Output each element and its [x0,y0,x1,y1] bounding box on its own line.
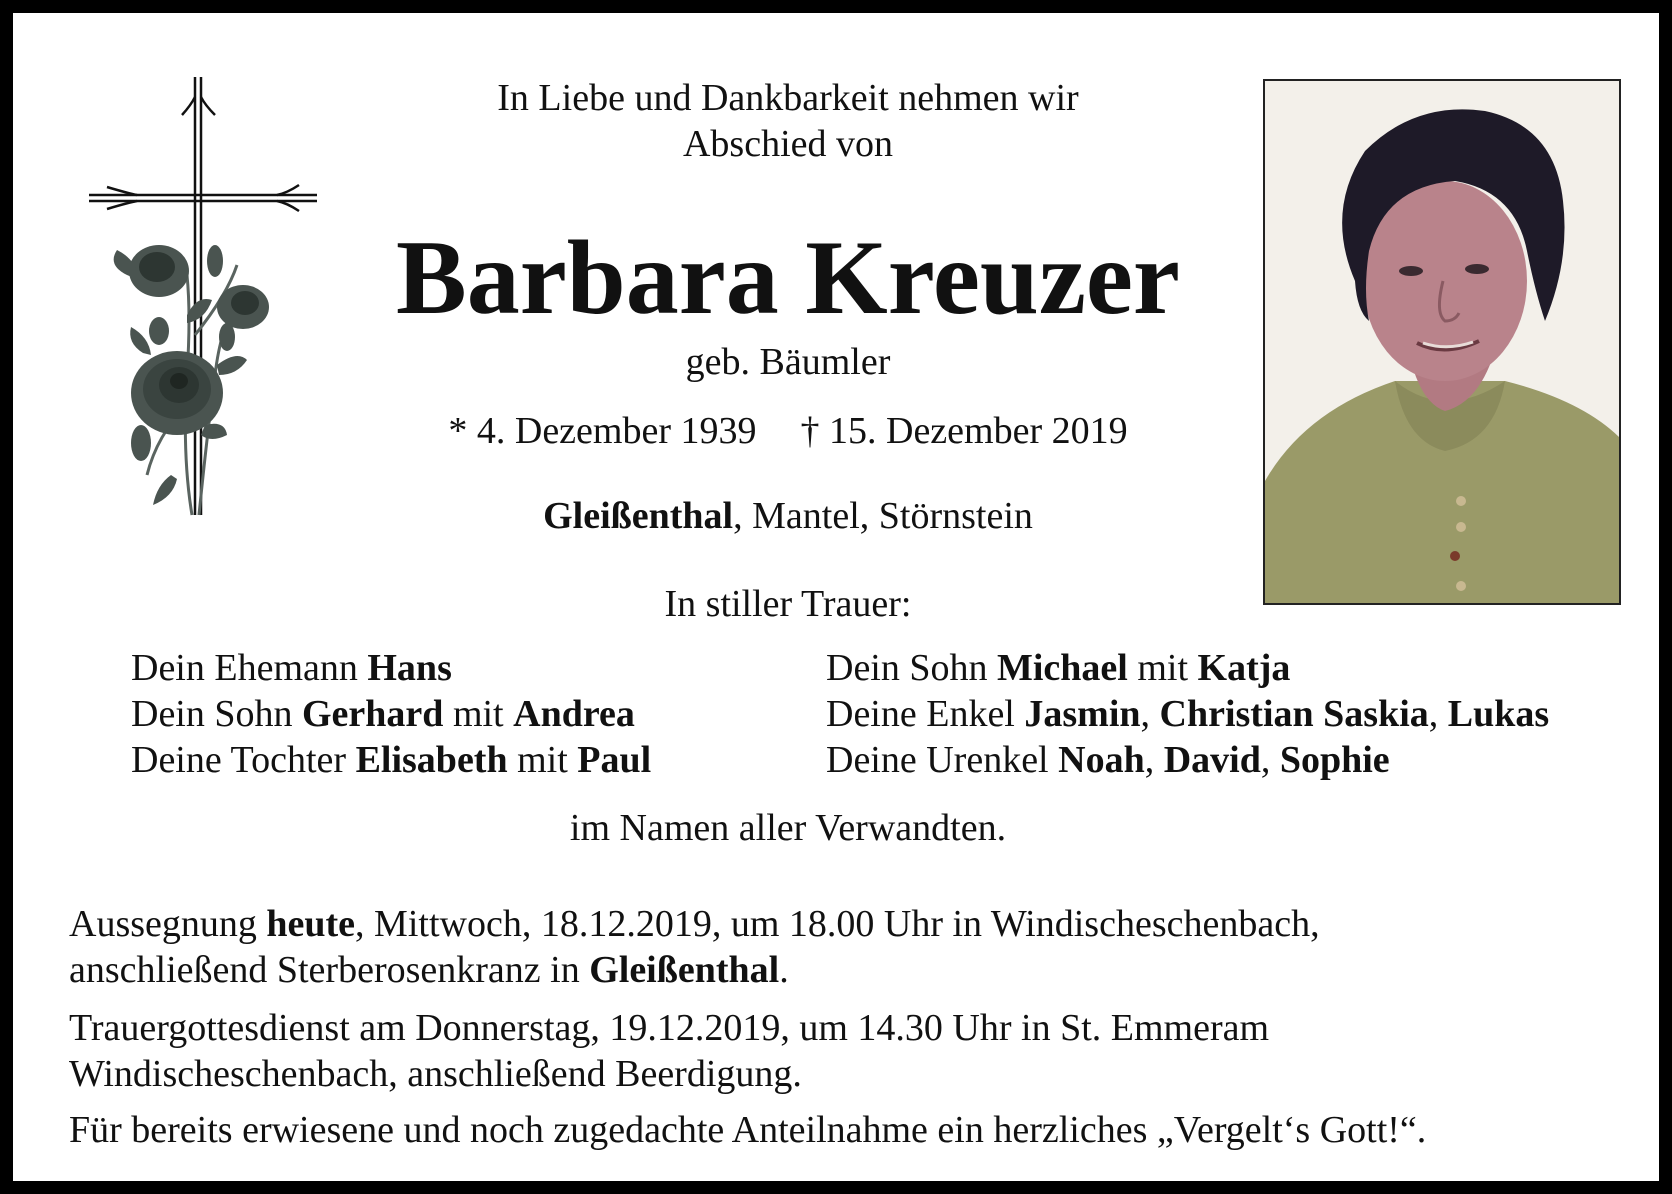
family-line: Deine Tochter Elisabeth mit Paul [131,739,652,781]
family-list-left [131,645,651,783]
death-date: 15. Dezember 2019 [829,410,1128,452]
mourning-heading: In stiller Trauer: [664,583,912,625]
portrait-photo [1263,79,1621,605]
death-symbol: † [800,410,820,452]
place-bold: Gleißenthal [543,495,734,537]
family-list-right [826,645,1549,783]
life-dates [313,408,1263,454]
intro-text [313,75,1263,167]
family-line: Deine Urenkel Noah, David, Sophie [826,739,1390,781]
family-line: Dein Sohn Gerhard mit Andrea [131,693,635,735]
cross-with-roses-icon [87,75,323,565]
relatives-line: im Namen aller Verwandten. [569,807,1007,849]
family-line: Dein Sohn Michael mit Katja [826,647,1291,689]
thanks-notice: Für bereits erwiesene und noch zugedachte Anteilnahme ein herzliches „Vergelt‘s Gott!“. [69,1109,1427,1151]
funeral-service-notice: Trauergottesdienst am Donnerstag, 19.12.2019, um 14.30 Uhr in St. Emmeram Windischeschenbach, anschließend Beerdigung. [69,1007,1270,1095]
places-rest: , Mantel, Störnstein [733,495,1033,537]
blessing-notice: Aussegnung heute, Mittwoch, 18.12.2019, um 18.00 Uhr in Windischeschenbach, anschließend Sterberosenkranz in Gleißenthal. [69,903,1320,991]
intro-line-2: Abschied von [682,123,894,165]
deceased-name: Barbara Kreuzer [396,219,1180,336]
maiden-name: geb. Bäumler [685,341,891,383]
family-line: Deine Enkel Jasmin, Christian Saskia, Lukas [826,693,1550,735]
intro-line-1: In Liebe und Dankbarkeit nehmen wir [497,77,1079,119]
places [313,493,1263,539]
birth-date: 4. Dezember 1939 [476,410,757,452]
family-line: Dein Ehemann Hans [131,647,452,689]
birth-symbol: * [448,410,468,452]
